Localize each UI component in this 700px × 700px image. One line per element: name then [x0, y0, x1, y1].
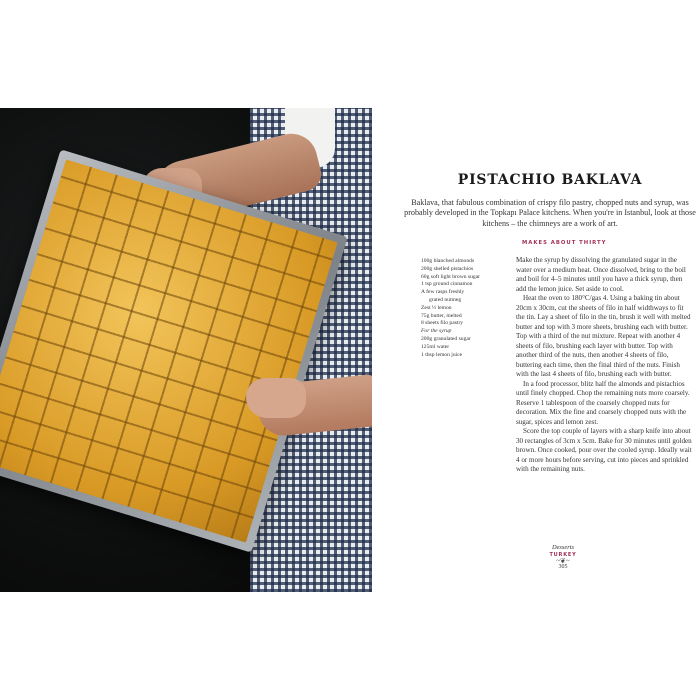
method-text — [516, 256, 692, 475]
syrup-heading: For the syrup — [421, 328, 452, 335]
syrup-ingredient-item: 1 tbsp lemon juice — [421, 351, 463, 358]
ornament-icon: ~❦~ — [556, 557, 570, 565]
syrup-ingredient-item: 125ml water — [421, 343, 450, 350]
ingredient-item: Zest ½ lemon — [421, 304, 452, 311]
footer-country: TURKEY — [549, 552, 577, 558]
ingredient-list — [421, 258, 513, 359]
ingredient-item: 8 sheets filo pastry — [421, 320, 464, 327]
ingredient-item: A few rasps freshly — [421, 289, 465, 296]
ingredient-item: 100g blanched almonds — [421, 258, 475, 264]
page-number: 305 — [558, 564, 568, 570]
ingredient-item: 60g soft light brown sugar — [421, 273, 481, 280]
recipe-intro: Baklava, that fabulous combination of crispy filo pastry, chopped nuts and syrup, was probably developed in the Topkapı Palace kitchens. When you're in Istanbul, look at those kitchens – the chimneys are a work of art. — [404, 198, 696, 228]
method-paragraph: In a food processor, blitz half the almonds and pistachios until finely chopped. Chop the remaining nuts more coarsely. Reserve 1 tablespoon of the coarsely chopped nuts for decoration. Mix the fine and coarsely chopped nuts with the sugar, spices and lemon zest. — [516, 379, 690, 426]
method-paragraph: Make the syrup by dissolving the granulated sugar in the water over a medium heat. Once dissolved, bring to the boil and boil for 4–5 minutes until you have a thick syrup, then add the lemon juice. Set aside to cool. — [516, 256, 686, 293]
page-footer — [520, 544, 606, 570]
footer-section: Desserts — [551, 544, 574, 551]
ingredient-item: 200g shelled pistachios — [421, 265, 474, 272]
book-spread — [0, 108, 700, 592]
ingredient-item: 1 tsp ground cinnamon — [421, 281, 473, 288]
ingredient-item: grated nutmeg — [429, 296, 462, 303]
lower-hand — [246, 378, 306, 418]
recipe-title: PISTACHIO BAKLAVA — [457, 172, 643, 188]
syrup-ingredient-item: 200g granulated sugar — [421, 335, 471, 342]
baklava-photo — [0, 108, 372, 592]
method-paragraph: Score the top couple of layers with a sharp knife into about 30 rectangles of 3cm x 5cm. Bake for 30 minutes until golden brown. Once cooked, pour over the cooled syrup. Ideally wait 4 or more hours before serving, cut into pieces and sprinkled with the remaining nuts. — [516, 427, 692, 473]
recipe-yield: MAKES ABOUT THIRTY — [522, 240, 607, 246]
method-paragraph: Heat the oven to 180°C/gas 4. Using a baking tin about 20cm x 30cm, cut the sheets of filo in half widthways to fit the tin. Lay a sheet of filo in the tin, brush it well with melted butter and top with 3 more sheets, brushing each with butter. Top with a third of the nut mixture. Repeat with another 4 sheets of filo, brushing each layer with butter. Top with another third of the nuts, then another 4 sheets of filo, buttering each time, then the final third of the nuts. Finish with the last 4 sheets of filo, brushing each with butter. — [516, 294, 691, 378]
ingredient-item: 75g butter, melted — [421, 312, 462, 319]
